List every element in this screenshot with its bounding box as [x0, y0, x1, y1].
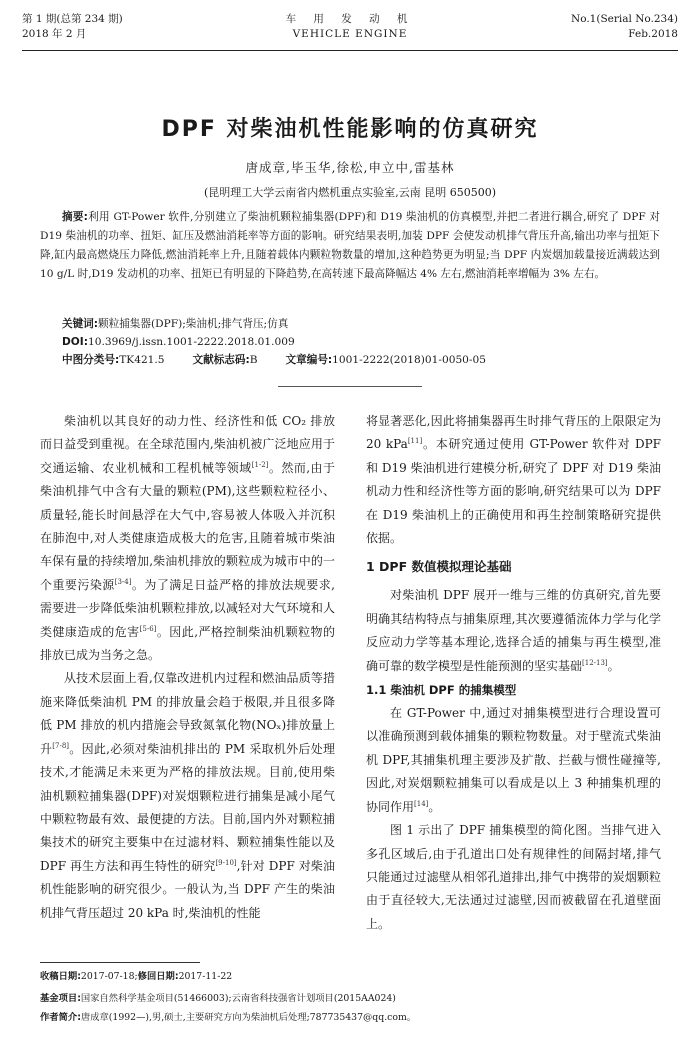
- citation: [14]: [414, 799, 429, 808]
- running-header: [22, 12, 678, 48]
- paragraph: 从技术层面上看,仅靠改进机内过程和燃油品质等措施来降低柴油机 PM 的排放量会趋于极限,并且很多降低 PM 排放的机内措施会导致氮氧化物(NOₓ)排放量上升[7-8]。因此,必须对柴油机排出的 PM 采取机外后处理技术,才能满足未来更为严格的排放法规。目前,使用柴油机颗粒捕集器(DPF)对炭烟颗粒进行捕集是减小尾气中颗粒物最有效、最便捷的方法。目前,国内外对颗粒捕集技术的研究主要集中在过滤材料、颗粒捕集性能以及 DPF 再生方法和再生特性的研究[9-10],针对 DPF 对柴油机性能影响的研究很少。一般认为,当 DPF 产生的柴油机排气背压超过 20 kPa 时,柴油机的性能: [40, 671, 335, 920]
- issue-date: 2018 年 2 月: [22, 28, 87, 40]
- issue-number: 第 1 期(总第 234 期): [22, 13, 123, 25]
- doi-label: DOI:: [62, 336, 88, 348]
- paragraph: 将显著恶化,因此将捕集器再生时排气背压的上限限定为 20 kPa[11]。本研究通过使用 GT-Power 软件对 DPF 和 D19 柴油机进行建模分析,研究了 DPF 对 D19 柴油机动力性和经济性等方面的影响,研究结果可以为 DPF 在 D19 柴油机上的正确使用和再生控制策略研究提供依据。: [366, 414, 661, 546]
- paragraph: 柴油机以其良好的动力性、经济性和低 CO₂ 排放而日益受到重视。在全球范围内,柴油机被广泛地应用于交通运输、农业机械和工程机械等领域[1-2]。然而,由于柴油机排气中含有大量的颗粒(PM),这些颗粒粒径小、质量轻,能长时间悬浮在大气中,容易被人体吸入并沉积在肺泡中,对人类健康造成极大的危害,且随着城市柴油车保有量的持续增加,柴油机排放的颗粒成为城市中的一个重要污染源[3-4]。为了满足日益严格的排放法规要求,需要进一步降低柴油机颗粒排放,以减轻对大气环境和人类健康造成的危害[5-6]。因此,严格控制柴油机颗粒物的排放已成为当务之急。: [40, 414, 335, 663]
- paragraph: 图 1 示出了 DPF 捕集模型的简化图。当排气进入多孔区域后,由于孔道出口处有规律性的间隔封堵,排气只能通过过滤壁从相邻孔道排出,排气中携带的炭烟颗粒由于直径较大,无法通过过滤壁,因而被截留在孔道壁面上。: [366, 823, 661, 931]
- paragraph: 对柴油机 DPF 展开一维与三维的仿真研究,首先要明确其结构特点与捕集原理,其次要遵循流体力学与化学反应动力学等基本理论,选择合适的捕集与再生模型,准确可靠的数学模型是性能预测的坚实基础[12-13]。: [366, 588, 661, 673]
- footnote-fund: 基金项目:国家自然科学基金项目(51466003);云南省科技强省计划项目(2015AA024): [40, 993, 396, 1004]
- article-number-label: 文章编号:: [285, 354, 333, 366]
- body-column-left: [40, 410, 335, 925]
- keywords: [62, 316, 288, 333]
- footnote-divider: [40, 962, 200, 963]
- citation: [5-6]: [139, 624, 157, 633]
- doc-code-value: B: [249, 354, 258, 366]
- citation: [3-4]: [114, 577, 132, 586]
- journal-name-cn: 车 用 发 动 机: [285, 13, 415, 25]
- paragraph: 在 GT-Power 中,通过对捕集模型进行合理设置可以准确预测到载体捕集的颗粒物数量。对于壁流式柴油机 DPF,其捕集机理主要涉及扩散、拦截与惯性碰撞等,因此,对炭烟颗粒捕集可以看成是以上 3 种捕集机理的协同作用[14]。: [366, 706, 661, 814]
- doi-link[interactable]: 10.3969/j.issn.1001-2222.2018.01.009: [87, 336, 295, 348]
- citation: [12-13]: [582, 658, 608, 667]
- header-right: [571, 12, 678, 42]
- subsection-heading: 1.1 柴油机 DPF 的捕集模型: [366, 683, 517, 698]
- doi: [62, 334, 295, 351]
- doc-code-label: 文献标志码:: [192, 354, 250, 366]
- citation: [7-8]: [52, 741, 70, 750]
- abstract-text: 利用 GT-Power 软件,分别建立了柴油机颗粒捕集器(DPF)和 D19 柴油机的仿真模型,并把二者进行耦合,研究了 DPF 对 D19 柴油机的功率、扭矩、缸压及燃油消耗率等方面的影响。研究结果表明,加装 DPF 会使发动机排气背压升高,输出功率与扭矩下降,缸内最高燃烧压力降低,燃油消耗率上升,且随着载体内颗粒物数量的增加,这种趋势更为明显;当 DPF 内炭烟加载量接近满载达到 10 g/L 时,D19 发动机的功率、扭矩已有明显的下降趋势,在高转速下最高降幅达 4% 左右,燃油消耗率增幅为 3% 左右。: [40, 211, 660, 280]
- clc-label: 中图分类号:: [62, 354, 120, 366]
- footnote-dates: 收稿日期:2017-07-18;修回日期:2017-11-22: [40, 971, 233, 982]
- abstract-label: 摘要:: [62, 211, 88, 223]
- paper-title: DPF 对柴油机性能影响的仿真研究: [161, 117, 539, 142]
- article-number-value: 1001-2222(2018)01-0050-05: [332, 354, 486, 366]
- footnote-author: 作者简介:唐成章(1992—),男,硕士,主要研究方向为柴油机后处理;787735437@qq.com。: [40, 1012, 417, 1023]
- keywords-text: 颗粒捕集器(DPF);柴油机;排气背压;仿真: [98, 318, 289, 330]
- classification-line: [62, 352, 486, 369]
- section-heading: 1 DPF 数值模拟理论基础: [366, 559, 512, 575]
- body-column-right: [366, 410, 661, 936]
- keywords-label: 关键词:: [62, 318, 99, 330]
- affiliation: (昆明理工大学云南省内燃机重点实验室,云南 昆明 650500): [203, 186, 497, 199]
- citation: [9-10]: [215, 858, 237, 867]
- author-list: 唐成章,毕玉华,徐松,申立中,雷基林: [245, 160, 455, 175]
- abstract-divider: [278, 386, 422, 387]
- abstract: [40, 208, 660, 284]
- header-divider: [22, 50, 678, 51]
- citation: [11]: [407, 437, 423, 446]
- serial-number: No.1(Serial No.234): [571, 13, 678, 25]
- citation: [1-2]: [251, 460, 269, 469]
- issue-date-en: Feb.2018: [628, 28, 678, 40]
- clc-value: TK421.5: [119, 354, 165, 366]
- journal-name-en: VEHICLE ENGINE: [292, 28, 408, 40]
